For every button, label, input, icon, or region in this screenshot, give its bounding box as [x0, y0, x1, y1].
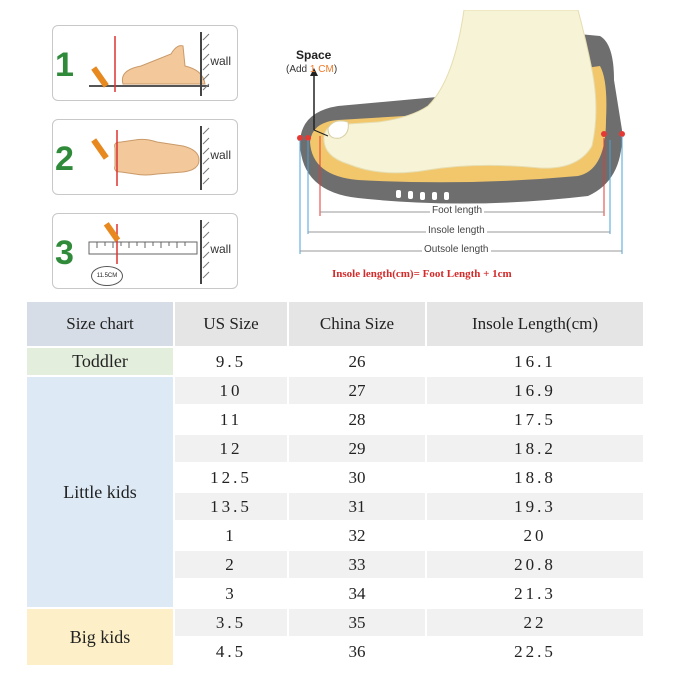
- group-label-little-kids: Little kids: [27, 377, 173, 607]
- step-number-1: 1: [55, 46, 74, 84]
- group-label-toddler: Toddler: [27, 348, 173, 375]
- header-china-size: China Size: [289, 302, 425, 346]
- insole-length-cell: 17.5: [514, 409, 556, 429]
- header-size-chart: Size chart: [27, 302, 173, 346]
- space-sub-accent: 1 CM: [309, 64, 334, 75]
- china-size-cell: 35: [289, 609, 425, 636]
- insole-length-cell: 18.2: [427, 435, 643, 462]
- table-row: [27, 609, 643, 636]
- header-us-size: US Size: [175, 302, 287, 346]
- measure-step-2: [52, 119, 238, 195]
- measure-step-1: [52, 25, 238, 101]
- us-size-cell: 11: [219, 409, 243, 429]
- china-size-cell: 31: [289, 493, 425, 520]
- us-size-cell: 10: [175, 377, 287, 404]
- group-label-big-kids: Big kids: [27, 609, 173, 665]
- insole-length-cell: 18.8: [514, 467, 556, 487]
- step-number-3: 3: [55, 234, 74, 272]
- china-size-cell: 33: [289, 551, 425, 578]
- us-size-cell: 1: [225, 525, 237, 545]
- us-size-cell: 3.5: [175, 609, 287, 636]
- space-subtitle: [286, 64, 337, 75]
- insole-length-cell: 16.9: [427, 377, 643, 404]
- us-size-cell: 13.5: [175, 493, 287, 520]
- space-sub-suffix: ): [333, 64, 338, 75]
- table-header-row: [27, 302, 643, 346]
- insole-length-label: Insole length: [428, 225, 485, 236]
- china-size-cell: 32: [348, 525, 366, 545]
- china-size-cell: 28: [348, 409, 366, 429]
- header-insole-length: Insole Length(cm): [427, 302, 643, 346]
- table-row: [27, 348, 643, 375]
- china-size-cell: 29: [289, 435, 425, 462]
- size-chart-table: [25, 300, 645, 667]
- china-size-cell: 34: [348, 583, 366, 603]
- us-size-cell: 12: [175, 435, 287, 462]
- china-size-cell: 26: [348, 351, 366, 371]
- measure-step-3: [52, 213, 238, 289]
- us-size-cell: 9.5: [215, 351, 247, 371]
- china-size-cell: 30: [348, 467, 366, 487]
- us-size-cell: 2: [175, 551, 287, 578]
- outsole-length-label: Outsole length: [424, 244, 489, 255]
- shoe-measurement-diagram: [278, 10, 650, 290]
- insole-formula: Insole length(cm)= Foot Length + 1cm: [332, 268, 512, 280]
- space-sub-prefix: (Add: [286, 64, 310, 75]
- china-size-cell: 36: [348, 641, 366, 661]
- insole-length-cell: 20: [523, 525, 547, 545]
- insole-length-cell: 21.3: [514, 583, 556, 603]
- us-size-cell: 3: [225, 583, 237, 603]
- us-size-cell: 12.5: [210, 467, 252, 487]
- us-size-cell: 4.5: [215, 641, 247, 661]
- insole-length-cell: 20.8: [427, 551, 643, 578]
- wall-label: wall: [210, 54, 231, 68]
- foot-length-label: Foot length: [432, 205, 483, 216]
- insole-length-cell: 22.5: [514, 641, 556, 661]
- wall-label: wall: [210, 148, 231, 162]
- table-row: [27, 377, 643, 404]
- insole-length-cell: 16.1: [514, 351, 556, 371]
- wall-label: wall: [210, 242, 231, 256]
- ruler-magnifier-tag: 11.5CM: [91, 266, 123, 286]
- insole-length-cell: 22: [427, 609, 643, 636]
- step-number-2: 2: [55, 140, 74, 178]
- insole-length-cell: 19.3: [427, 493, 643, 520]
- space-title: Space: [296, 48, 332, 62]
- china-size-cell: 27: [289, 377, 425, 404]
